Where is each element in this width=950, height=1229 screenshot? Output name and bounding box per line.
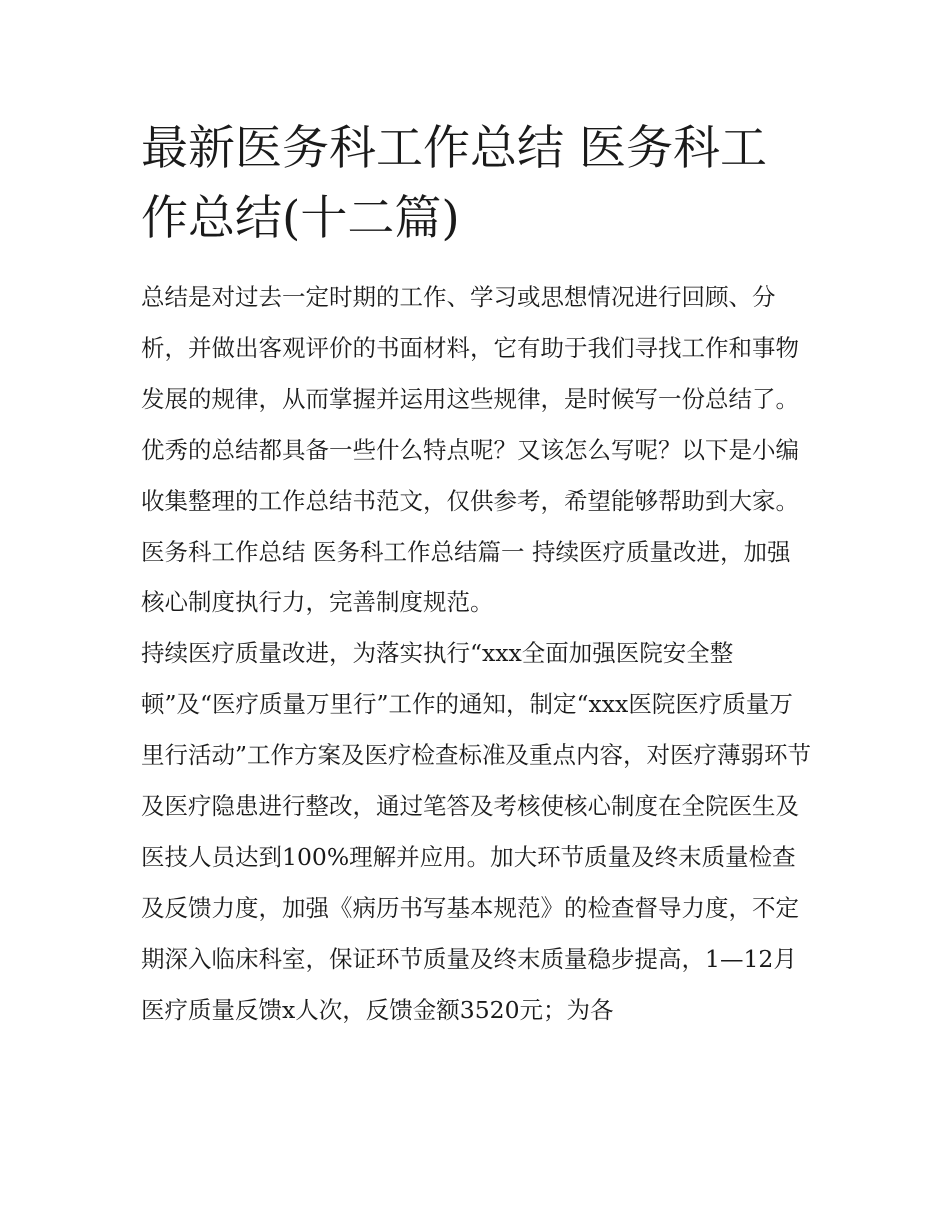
- document-body: [141, 272, 813, 1036]
- paragraph-section-heading: 医务科工作总结 医务科工作总结篇一 持续医疗质量改进，加强核心制度执行力，完善制度规范。: [141, 537, 791, 617]
- paragraph-intro: 总结是对过去一定时期的工作、学习或思想情况进行回顾、分析，并做出客观评价的书面材料，它有助于我们寻找工作和事物发展的规律，从而掌握并运用这些规律，是时候写一份总结了。优秀的总结都具备一些什么特点呢？又该怎么写呢？以下是小编收集整理的工作总结书范文，仅供参考，希望能够帮助到大家。: [141, 283, 799, 515]
- document-title: 最新医务科工作总结 医务科工作总结(十二篇): [141, 121, 767, 246]
- paragraph-quality-improvement: 持续医疗质量改进，为落实执行“xxx全面加强医院安全整顿”及“医疗质量万里行”工作的通知，制定“xxx医院医疗质量万里行活动”工作方案及医疗检查标准及重点内容，对医疗薄弱环节及医疗隐患进行整改，通过笔答及考核使核心制度在全院医生及医技人员达到100%理解并应用。加大环节质量及终末质量检查及反馈力度，加强《病历书写基本规范》的检查督导力度，不定期深入临床科室，保证环节质量及终末质量稳步提高，1—12月医疗质量反馈x人次，反馈金额3520元；为各: [141, 639, 812, 1024]
- document-content: [141, 114, 813, 1036]
